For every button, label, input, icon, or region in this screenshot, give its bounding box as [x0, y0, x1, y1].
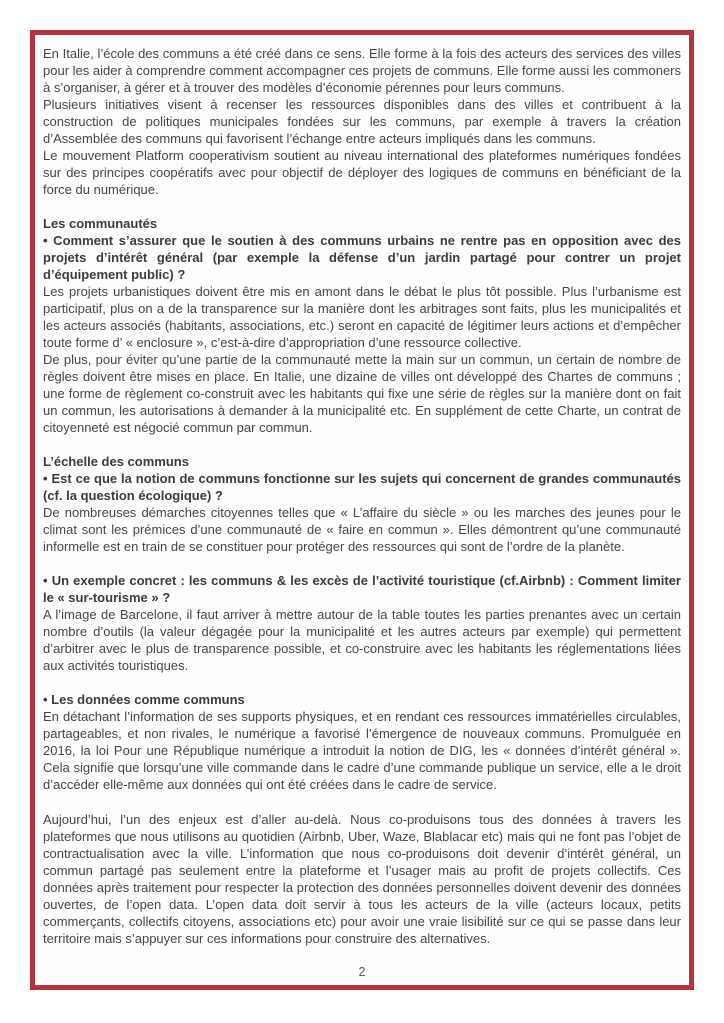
paragraph: De plus, pour éviter qu’une partie de la communauté mette la main sur un commun, un certain de nombre de règles doivent être mises en place. En Italie, une dizaine de villes ont développé des Chartes de communs ; une forme de règlement co-construit avec les habitants qui fixe une série de règles sur la manière dont on fait un commun, les autorisations à demander à la municipalité etc. En supplément de cette Charte, un contrat de citoyenneté est négocié commun par commun.	[43, 352, 681, 435]
section-heading: L’échelle des communs	[43, 454, 189, 469]
paragraph: A l’image de Barcelone, il faut arriver à mettre autour de la table toutes les parties prenantes avec un certain nombre d’outils (la valeur dégagée pour la municipalité et les autres acteurs par exemple) qui permettent d’arbitrer avec le plus de transparence possible, et co-construire avec les habitants les réglementations liées aux activités touristiques.	[43, 607, 681, 673]
page-frame	[30, 30, 694, 990]
paragraph: Aujourd’hui, l’un des enjeux est d’aller au-delà. Nous co-produisons tous des données à travers les plateformes que nous utilisons au quotidien (Airbnb, Uber, Waze, Blablacar etc) mais qui ne font pas l’objet de contractualisation avec la ville. L’information que nous co-produisons doit devenir d’intérêt général, un commun partagé pas seulement entre la plateforme et l’usager mais au profit de projets collectifs. Ces données après traitement pour respecter la protection des données personnelles doivent devenir des données ouvertes, de l’open data. L’open data doit servir à tous les acteurs de la ville (acteurs locaux, petits commerçants, collectifs citoyens, associations etc) pour avoir une vraie lisibilité sur ce qui se passe dans leur territoire mais s’appuyer sur ces informations pour construire des alternatives.	[43, 812, 681, 946]
question-heading: • Comment s’assurer que le soutien à des communs urbains ne rentre pas en opposition avec des projets d’intérêt général (par exemple la défense d’un jardin partagé pour contrer un projet d’équipement public) ?	[43, 233, 681, 282]
question-heading: • Un exemple concret : les communs & les excès de l’activité touristique (cf.Airbnb) : Comment limiter le « sur-tourisme » ?	[43, 573, 681, 605]
question-heading: • Est ce que la notion de communs fonctionne sur les sujets qui concernent de grandes communautés (cf. la question écologique) ?	[43, 471, 681, 503]
section-heading: Les communautés	[43, 216, 158, 231]
paragraph: De nombreuses démarches citoyennes telles que « L’affaire du siècle » ou les marches des jeunes pour le climat sont les prémices d’une communauté de « faire en commun ». Elles démontrent qu’une communauté informelle est en train de se constituer pour protéger des ressources qui sont de l’ordre de la planète.	[43, 505, 681, 554]
question-heading: • Les données comme communs	[43, 692, 245, 707]
paragraph: En Italie, l’école des communs a été créé dans ce sens. Elle forme à la fois des acteurs des services des villes pour les aider à comprendre comment accompagner ces projets de communs. Elle forme aussi les commoners à s’organiser, à gérer et à trouver des modèles d’économie pérennes pour leurs communs.	[43, 46, 681, 95]
paragraph: Plusieurs initiatives visent à recenser les ressources disponibles dans des villes et contribuent à la construction de politiques municipales fondées sur les communs, par exemple à travers la création d’Assemblée des communs qui favorisent l’échange entre acteurs impliqués dans les communs.	[43, 97, 681, 146]
page-number: 2	[358, 965, 366, 979]
paragraph: Le mouvement Platform cooperativism soutient au niveau international des plateformes numériques fondées sur des principes coopératifs avec pour objectif de déployer des logiques de communs en bénéficiant de la force du numérique.	[43, 148, 681, 197]
paragraph: En détachant l’information de ses supports physiques, et en rendant ces ressources immatérielles circulables, partageables, et non rivales, le numérique a favorisé l’émergence de nouveaux communs. Promulguée en 2016, la loi Pour une République numérique a introduit la notion de DIG, les « données d’intérêt général ». Cela signifie que lorsqu’une ville commande dans le cadre d’une commande publique un service, elle a le droit d’accéder elle-même aux données qui ont été créées dans le cadre de service.	[43, 709, 681, 792]
document-body	[43, 45, 681, 947]
paragraph: Les projets urbanistiques doivent être mis en amont dans le débat le plus tôt possible. Plus l’urbanisme est participatif, plus on a de la transparence sur la manière dont les arbitrages sont faits, plus les municipalités et les acteurs associés (habitants, associations, etc.) seront en capacité de légitimer leurs actions et d’empêcher toute forme d’ « enclosure », c’est-à-dire d’appropriation d’une ressource collective.	[43, 284, 681, 350]
